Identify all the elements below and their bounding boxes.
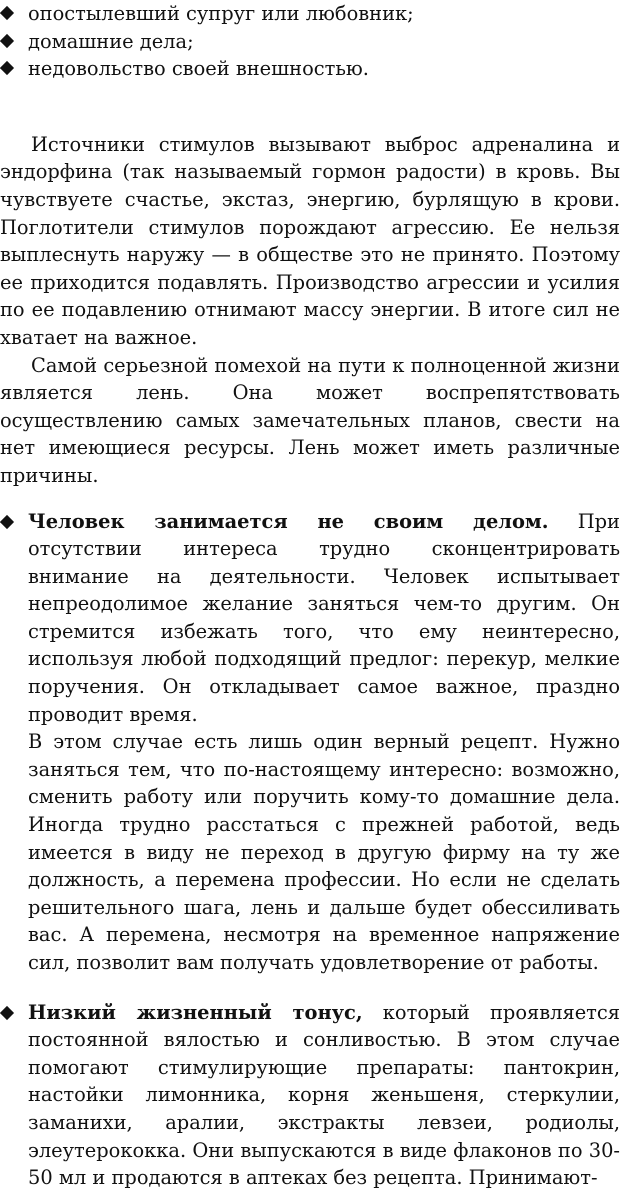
paragraph-stimuli: Источники стимулов вызывают выброс адреналина и эндорфина (так называемый гормон радости) в кровь. Вы чувствуете счастье, экстаз, энергию, бурлящую в крови. Поглотители стимулов порождают агрессию. Ее нельзя выплеснуть наружу — в обществе это не принято. Поэтому ее приходится подавлять. Производство агрессии и усилия по ее подавлению отнимают массу энергии. В итоге сил не хватает на важное. <box>0 132 620 349</box>
diamond-bullet-icon <box>0 34 14 48</box>
cause-item-low-tone <box>0 999 620 1192</box>
diamond-bullet-icon <box>0 61 14 75</box>
list-item-text: домашние дела; <box>28 29 194 53</box>
list-item-text: недовольство своей внешностью. <box>28 57 369 81</box>
diamond-bullet-icon <box>0 514 14 528</box>
list-item <box>0 0 620 28</box>
cause-item-heading: Человек занимается не своим делом. <box>28 509 549 533</box>
list-item <box>0 28 620 56</box>
bullet-list <box>0 0 620 83</box>
cause-item-heading: Низкий жизненный тонус, <box>28 1000 363 1024</box>
cause-item-wrong-job <box>0 508 620 977</box>
paragraph-laziness: Самой серьезной помехой на пути к полноценной жизни является лень. Она может воспрепятствовать осуществлению самых замечательных планов, свести на нет имеющиеся ресурсы. Лень может иметь различные причины. <box>0 353 620 487</box>
list-item <box>0 55 620 83</box>
cause-item-body: При отсутствии интереса трудно сконцентрировать внимание на деятельности. Человек испытывает непреодолимое желание заняться чем-то другим. Он стремится избежать того, что ему неинтересно, используя любой подходящий предлог: перекур, мелкие поручения. Он откладывает самое важное, праздно проводит время. <box>28 509 620 726</box>
cause-item-remedy: В этом случае есть лишь один верный рецепт. Нужно заняться тем, что по-настоящему интересно: возможно, сменить работу или поручить кому-то домашние дела. Иногда трудно расстаться с прежней работой, ведь имеется в виду не переход в другую фирму на ту же должность, а перемена профессии. Но если не сделать решительного шага, лень и дальше будет обессиливать вас. А перемена, несмотря на временное напряжение сил, позволит вам получать удовлетворение от работы. <box>28 730 620 974</box>
diamond-bullet-icon <box>0 1006 14 1020</box>
cause-item-body: который проявляется постоянной вялостью и сонливостью. В этом случае помогают стимулирующие препараты: пантокрин, настойки лимонника, корня женьшеня, стеркулии, заманихи, аралии, экстракты левзеи, родиолы, элеутерококка. Они выпускаются в виде флаконов по 30-50 мл и продаются в аптеках без рецепта. Принимают- <box>28 1000 620 1190</box>
diamond-bullet-icon <box>0 6 14 20</box>
cause-item-text <box>28 999 620 1192</box>
list-item-text: опостылевший супруг или любовник; <box>28 2 414 25</box>
cause-item-text <box>28 508 620 729</box>
